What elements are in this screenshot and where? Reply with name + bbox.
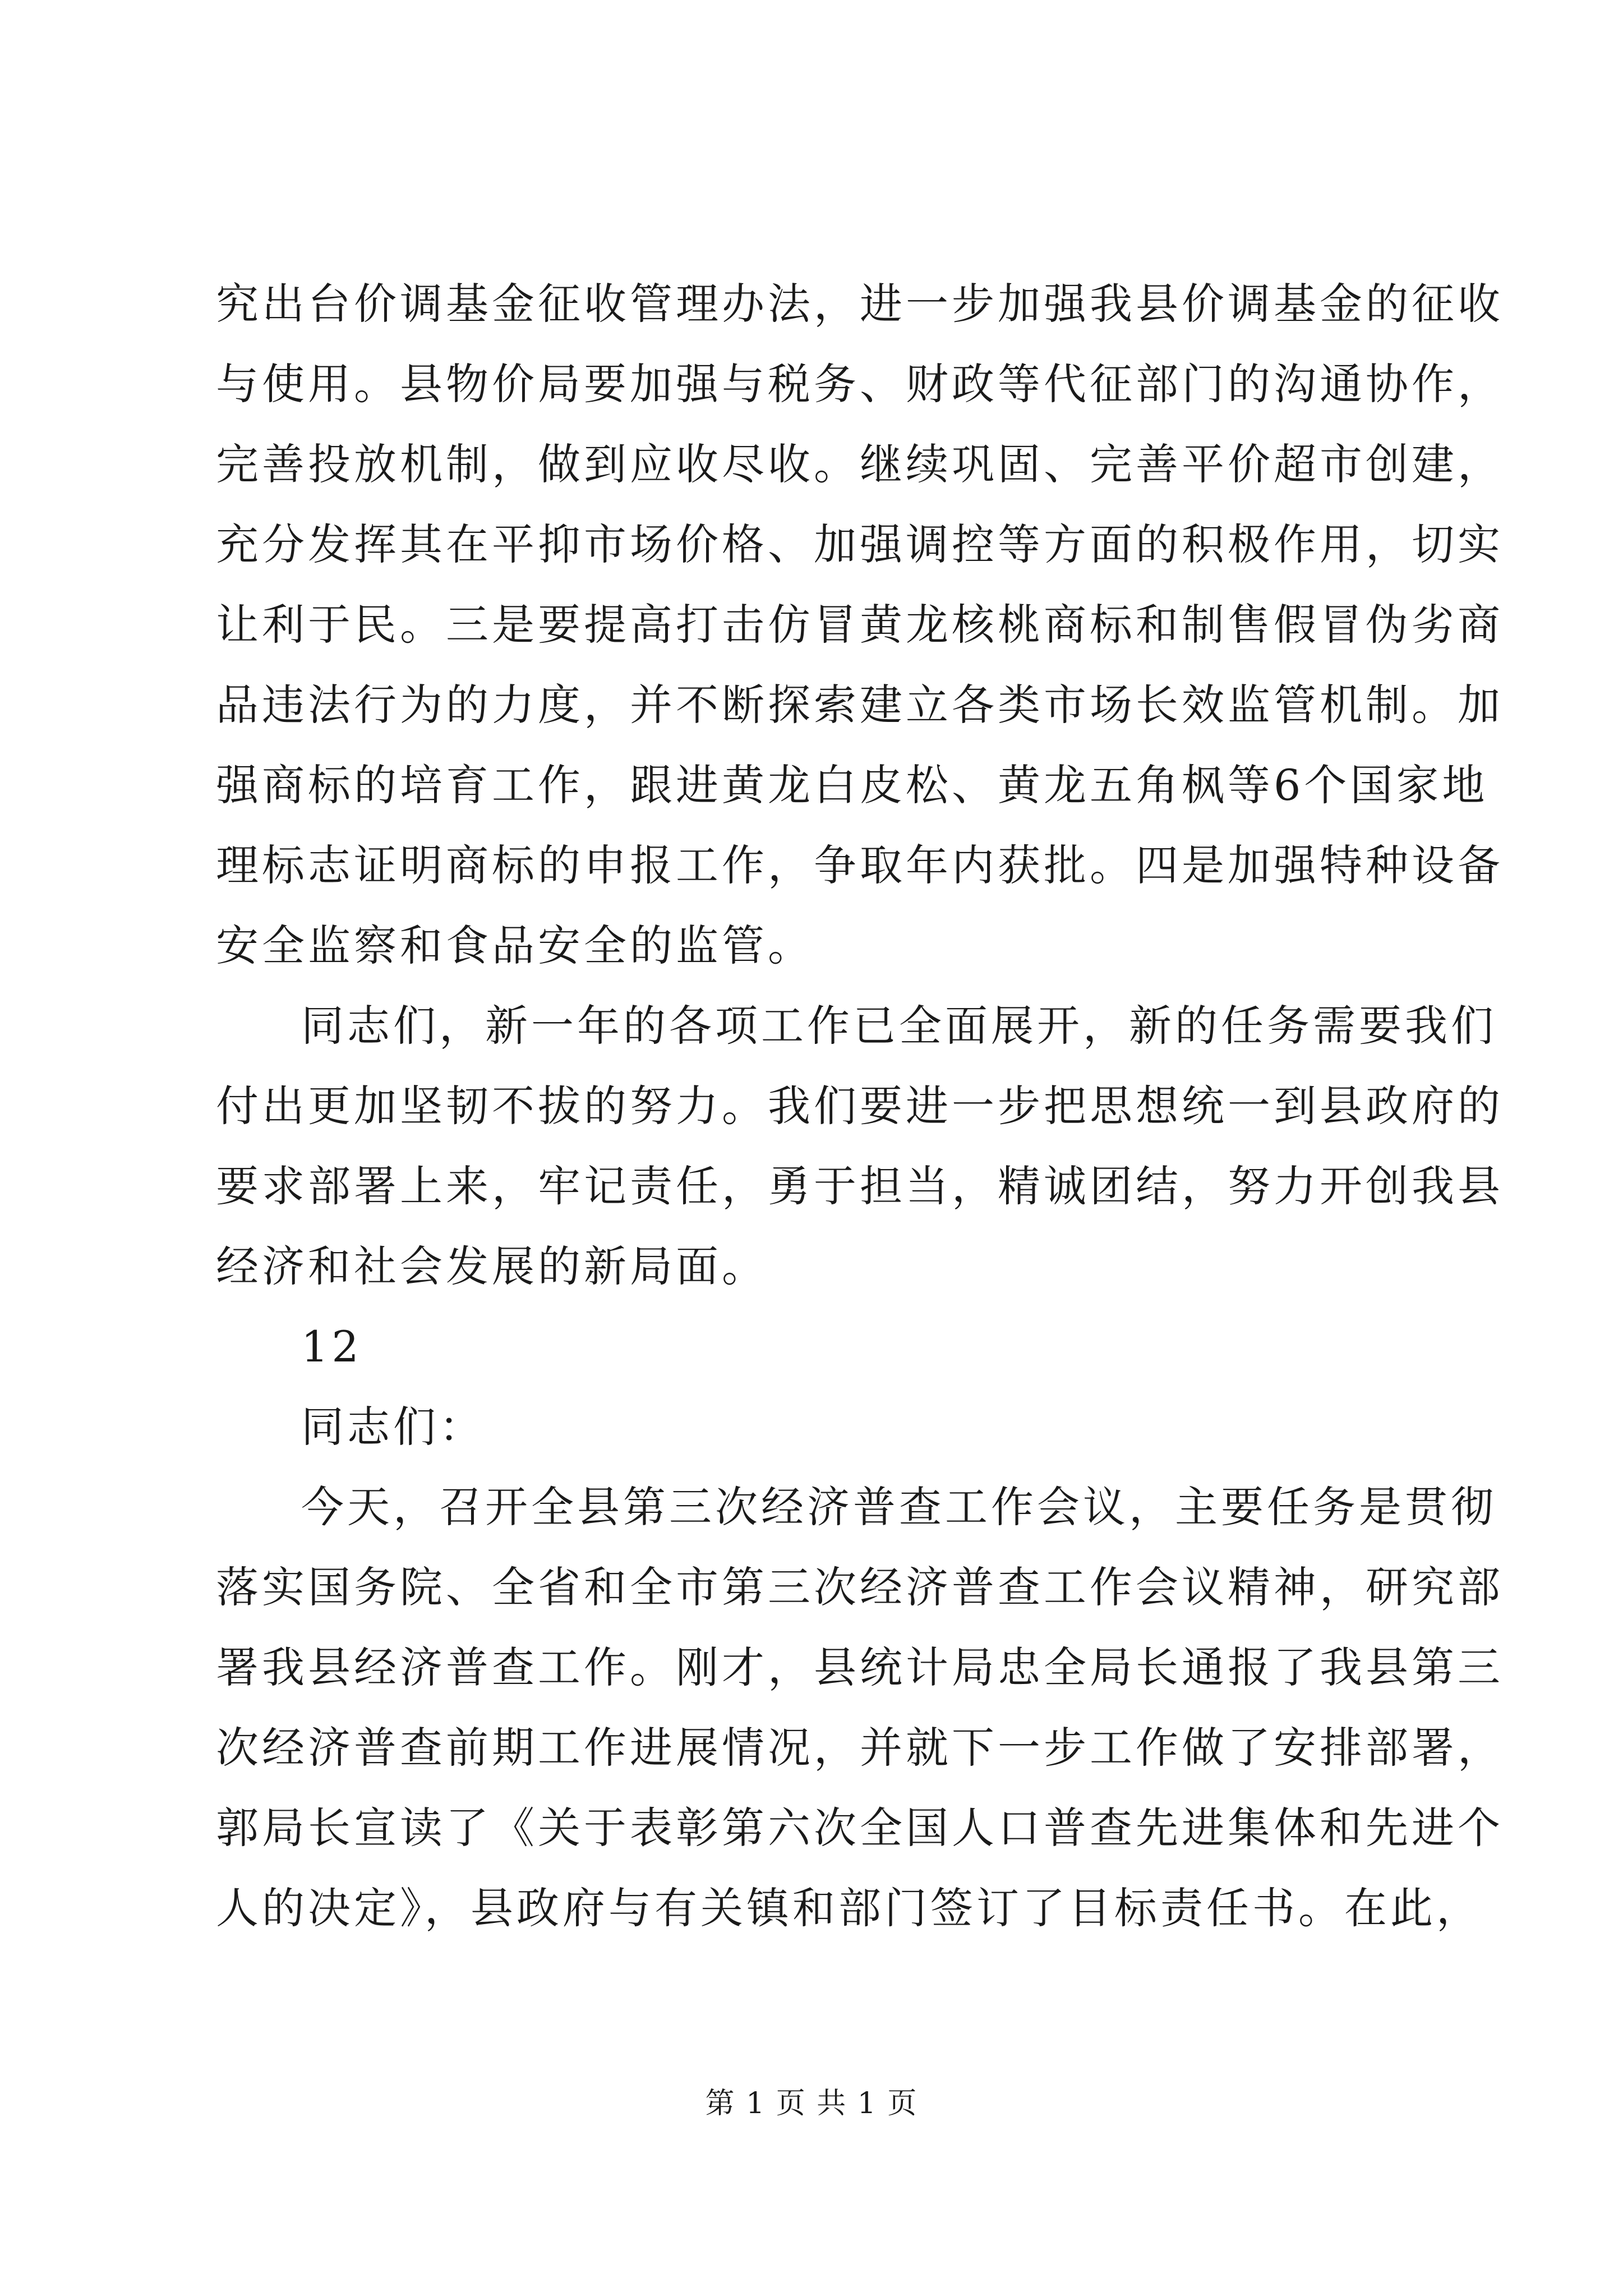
text-line: 与使用。县物价局要加强与税务、财政等代征部门的沟通协作，	[216, 359, 1504, 409]
page-footer: 第 1 页 共 1 页	[705, 2087, 918, 2120]
text-line: 郭局长宣读了《关于表彰第六次全国人口普查先进集体和先进个	[216, 1803, 1504, 1853]
text-line: 完善投放机制，做到应收尽收。继续巩固、完善平价超市创建，	[216, 439, 1504, 489]
text-line: 究出台价调基金征收管理办法，进一步加强我县价调基金的征收	[216, 279, 1504, 329]
text-line: 同志们：	[301, 1402, 485, 1452]
text-line: 今天，召开全县第三次经济普查工作会议，主要任务是贯彻	[301, 1482, 1497, 1532]
document-body	[216, 264, 1504, 1948]
text-line: 安全监察和食品安全的监管。	[216, 921, 814, 970]
text-line: 人的决定》，县政府与有关镇和部门签订了目标责任书。在此，	[216, 1883, 1482, 1933]
text-line: 理标志证明商标的申报工作，争取年内获批。四是加强特种设备	[216, 840, 1504, 890]
text-line: 12	[301, 1322, 362, 1372]
text-line: 经济和社会发展的新局面。	[216, 1241, 768, 1291]
text-line: 署我县经济普查工作。刚才，县统计局忠全局长通报了我县第三	[216, 1642, 1504, 1692]
text-line: 充分发挥其在平抑市场价格、加强调控等方面的积极作用，切实	[216, 519, 1504, 569]
text-line: 同志们，新一年的各项工作已全面展开，新的任务需要我们	[301, 1001, 1497, 1051]
text-line: 让利于民。三是要提高打击仿冒黄龙核桃商标和制售假冒伪劣商	[216, 600, 1504, 650]
text-line: 付出更加坚韧不拔的努力。我们要进一步把思想统一到县政府的	[216, 1081, 1504, 1131]
text-line: 强商标的培育工作，跟进黄龙白皮松、黄龙五角枫等6个国家地	[216, 760, 1488, 810]
text-line: 落实国务院、全省和全市第三次经济普查工作会议精神，研究部	[216, 1562, 1504, 1612]
text-line: 品违法行为的力度，并不断探索建立各类市场长效监管机制。加	[216, 680, 1504, 730]
text-line: 要求部署上来，牢记责任，勇于担当，精诚团结，努力开创我县	[216, 1161, 1504, 1211]
text-line: 次经济普查前期工作进展情况，并就下一步工作做了安排部署，	[216, 1723, 1504, 1773]
